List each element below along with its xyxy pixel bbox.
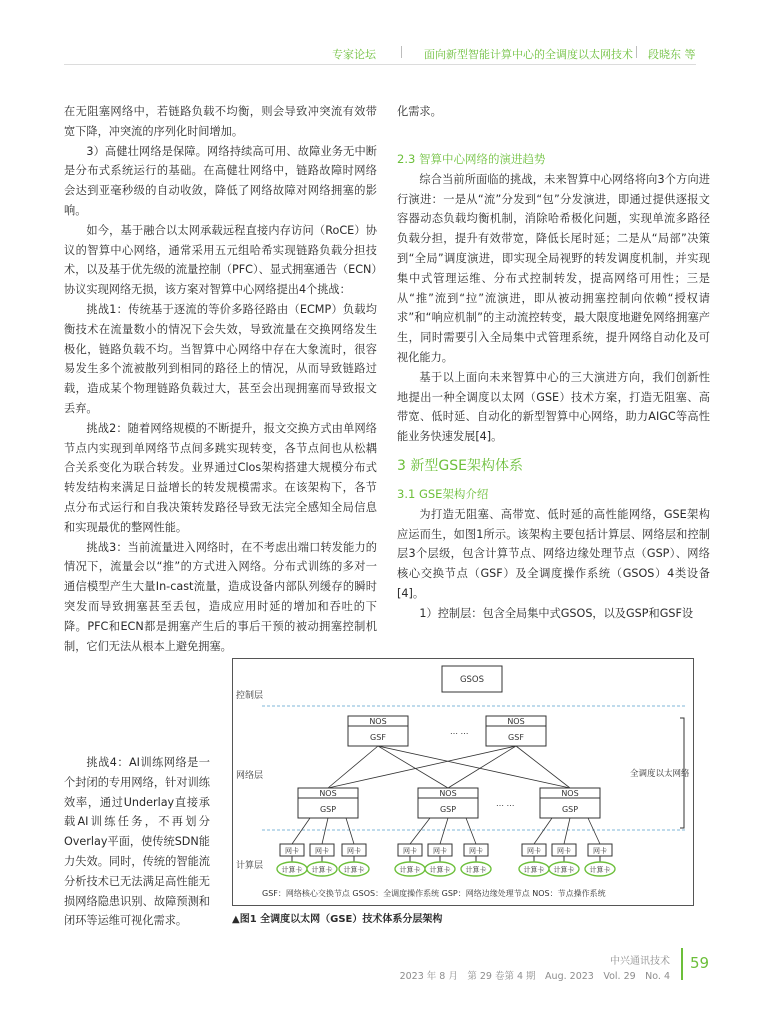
running-title: 面向新型智能计算中心的全调度以太网技术 xyxy=(424,48,633,61)
compute-card-label: 计算卡 xyxy=(553,866,575,874)
compute-layer-label: 计算层 xyxy=(236,861,264,871)
header-separator xyxy=(401,46,402,58)
gsp-node xyxy=(540,788,600,818)
footer-magazine: 中兴通讯技术 xyxy=(610,956,670,967)
paragraph-continued: 化需求。 xyxy=(397,105,442,118)
paragraph: 挑战2：随着网络规模的不断提升，报文交换方式由单网络节点内实现到单网络节点间多跳实现转变，各节点间也从松耦合关系变化为联合转发。业界通过Clos架构搭建大规模分布式转发结构来满足日益增长的转发规模需求。在该架构下，各节点分布式运行和自我决策转发路径导致无法完全感知全局信息和实现最优的整网性能。 xyxy=(64,421,377,534)
compute-card-label: 计算卡 xyxy=(465,866,487,874)
paragraph: 1）控制层：包含全局集中式GSOS，以及GSP和GSF设 xyxy=(419,606,694,620)
ellipsis: … … xyxy=(496,799,515,808)
paragraph: 如今，基于融合以太网承载远程直接内存访问（RoCE）协议的智算中心网络，通常采用五元组哈希实现链路负载分担技术，以及基于优先级的流量控制（PFC）、显式拥塞通告（ECN）协议实现网络无损，该方案对智算中心网络提出4个挑战： xyxy=(64,223,377,297)
nic-label: 网卡 xyxy=(557,847,571,855)
paragraph: 3）高健壮网络是保障。网络持续高可用、故障业务无中断是分布式系统运行的基础。在高健壮网络中，链路故障时网络会达到亚毫秒级的自动收敛，降低了网络故障对网络拥塞的影响。 xyxy=(64,144,377,217)
header-separator xyxy=(636,46,637,58)
nos-label: NOS xyxy=(439,789,457,798)
architecture-figure xyxy=(232,658,694,906)
footer-bar xyxy=(681,948,683,980)
gse-architecture-diagram xyxy=(232,658,694,906)
paragraph: 为打造无阻塞、高带宽、低时延的高性能网络，GSE架构应运而生，如图1所示。该架构主要包括计算层、网络层和控制层3个层级，包含计算节点、网络边缘处理节点（GSP）、网络核心交换节点（GSF）及全调度操作系统（GSOS）4类设备[4]。 xyxy=(397,507,710,600)
compute-card-label: 计算卡 xyxy=(281,866,303,874)
gsp-label: GSP xyxy=(561,805,579,814)
right-column-body xyxy=(397,150,710,624)
nic-label: 网卡 xyxy=(285,847,299,855)
left-column: 在无阻塞网络中，若链路负载不均衡，则会导致冲突流有效带宽下降，冲突流的序列化时间增加。 3）高健壮网络是保障。网络持续高可用、故障业务无中断是分布式系统运行的基础。在高健壮网络中，链路故障时网络会达到亚毫秒级的自动收敛，降低了网络故障对网络拥塞的影响。 如今，基于融合以太网承载远程直接内存访问（RoCE）协议的智算中心网络，通常采用五元组哈希实现链路负载分担技术，以及基于优先级的流量控制（PFC）、显式拥塞通告（ECN）协议实现网络无损，该方案对智算中心网络提出4个挑战： 挑战1：传统基于逐流的等价多路径路由（ECMP）负载均衡技术在流量数小的情况下会失效，导致流量在交换网络发生极化，链路负载不均。当智算中心网络中存在大象流时，很容易发生多个流被散列到相同的路径上的情况，从而导致链路过载，造成某个物理链路负载过大，甚至会出现拥塞而导致报文丢弃。 挑战2：随着网络规模的不断提升，报文交换方式由单网络节点内实现到单网络节点间多跳实现转变，各节点间也从松耦合关系变化为联合转发。业界通过Clos架构搭建大规模分布式转发结构来满足日益增长的转发规模需求。在该架构下，各节点分布式运行和自我决策转发路径导致无法完全感知全局信息和实现最优的整网性能。 挑战3：当前流量进入网络时，在不考虑出端口转发能力的情况下，流量会以“推”的方式进入网络。分布式训练的多对一通信模型产生大量In-cast流量，造成设备内部队列缓存的瞬时突发而导致拥塞甚至丢包，造成应用时延的增加和吞吐的下降。PFC和ECN都是拥塞产生后的事后干预的被动拥塞控制机制，它们无法从根本上避免拥塞。 xyxy=(64,102,377,538)
nic-label: 网卡 xyxy=(403,847,417,855)
nic-label: 网卡 xyxy=(347,847,361,855)
compute-card-label: 计算卡 xyxy=(343,866,365,874)
footer-issue: 2023 年 8 月 第 29 卷第 4 期 Aug. 2023 Vol. 29 No. 4 xyxy=(399,971,670,982)
figure-caption: ▲图1 全调度以太网（GSE）技术体系分层架构 xyxy=(232,914,443,925)
gsp-label: GSP xyxy=(439,805,457,814)
control-layer-label: 控制层 xyxy=(236,691,264,701)
nic-label: 网卡 xyxy=(433,847,447,855)
nic-label: 网卡 xyxy=(527,847,541,855)
right-column xyxy=(397,102,710,122)
network-layer-label: 网络层 xyxy=(236,771,264,781)
gsf-label: GSF xyxy=(508,733,524,742)
gsp-node xyxy=(298,788,358,818)
compute-card-label: 计算卡 xyxy=(523,866,545,874)
legend: GSF：网络核心交换节点 GSOS：全调度操作系统 GSP：网络边缘处理节点 NOS：节点操作系统 xyxy=(262,889,606,898)
nos-label: NOS xyxy=(319,789,337,798)
section-heading-3-1: 3.1 GSE架构介绍 xyxy=(397,486,489,501)
running-authors: 段晓东 等 xyxy=(648,48,696,61)
section-heading-3: 3 新型GSE架构体系 xyxy=(397,457,523,474)
gsf-node xyxy=(486,716,546,746)
gsf-node xyxy=(348,716,408,746)
section-heading-2-3: 2.3 智算中心网络的演进趋势 xyxy=(397,152,546,166)
ellipsis: … … xyxy=(450,727,469,736)
nic-label: 网卡 xyxy=(315,847,329,855)
compute-card-label: 计算卡 xyxy=(589,866,611,874)
nos-label: NOS xyxy=(507,717,525,726)
nic-label: 网卡 xyxy=(593,847,607,855)
nic-label: 网卡 xyxy=(469,847,483,855)
nos-label: NOS xyxy=(561,789,579,798)
section-label: 专家论坛 xyxy=(332,48,376,61)
compute-card-label: 计算卡 xyxy=(429,866,451,874)
compute-card-label: 计算卡 xyxy=(311,866,333,874)
paragraph: 挑战1：传统基于逐流的等价多路径路由（ECMP）负载均衡技术在流量数小的情况下会失效，导致流量在交换网络发生极化，链路负载不均。当智算中心网络中存在大象流时，很容易发生多个流被散列到相同的路径上的情况，从而导致链路过载，造成某个物理链路负载过大，甚至会出现拥塞而导致报文丢弃。 xyxy=(64,302,377,415)
ethernet-label: 全调度以太网络 xyxy=(630,769,690,779)
paragraph: 基于以上面向未来智算中心的三大演进方向，我们创新性地提出一种全调度以太网（GSE）技术方案，打造无阻塞、高带宽、低时延、自动化的新型智算中心网络，助力AIGC等高性能业务快速发展[4]。 xyxy=(397,370,710,444)
compute-card-label: 计算卡 xyxy=(399,866,421,874)
paragraph: 挑战4：AI训练网络是一个封闭的专用网络，针对训练效率，通过Underlay直接承载AI训练任务，不再划分Overlay平面，使传统SDN能力失效。同时，传统的智能流分析技术已无法满足高性能无损网络隐患识别、故障预测和闭环等运维可视化需求。 xyxy=(64,756,210,928)
nos-label: NOS xyxy=(369,717,387,726)
header-rule xyxy=(64,64,696,65)
left-narrow-column xyxy=(64,753,210,931)
paragraph: 综合当前所面临的挑战，未来智算中心网络将向3个方向进行演进：一是从“流”分发到“包”分发演进，即通过提供逐报文容器动态负载均衡机制，消除哈希极化问题，实现单流多路径负载分担，提升有效带宽，降低长尾时延；二是从“局部”决策到“全局”调度演进，即实现全局视野的转发调度机制，并实现集中式管理运维、分布式控制转发，提高网络可用性；三是从“推”流到“拉”流演进，即从被动拥塞控制向依赖“授权请求”和“响应机制”的主动流控转变，最大限度地避免网络拥塞产生，同时需要引入全局集中式管理系统，提升网络自动化及可视化能力。 xyxy=(397,172,710,364)
paragraph: 在无阻塞网络中，若链路负载不均衡，则会导致冲突流有效带宽下降，冲突流的序列化时间增加。 xyxy=(64,105,377,138)
page-number: 59 xyxy=(690,954,710,972)
gsp-node xyxy=(418,788,478,818)
gsos-label: GSOS xyxy=(459,675,485,685)
gsp-label: GSP xyxy=(319,805,337,814)
gsf-label: GSF xyxy=(370,733,386,742)
